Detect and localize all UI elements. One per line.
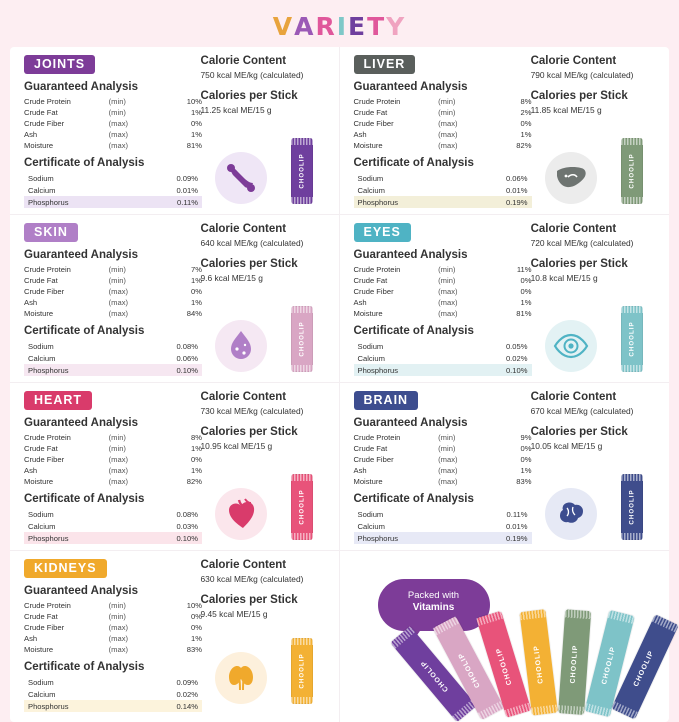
calories-per-stick-heading: Calories per Stick bbox=[200, 426, 298, 438]
table-row: Sodium 0.08% bbox=[28, 509, 198, 519]
calorie-column bbox=[525, 223, 659, 376]
stick-brand-label: CHOOLIP bbox=[533, 644, 545, 685]
calories-per-stick-heading: Calories per Stick bbox=[200, 258, 298, 270]
calorie-content-value: 640 kcal ME/kg (calculated) bbox=[200, 238, 304, 248]
table-row: Crude Fiber (max) 0% bbox=[24, 119, 202, 128]
calories-per-stick-value: 10.95 kcal ME/15 g bbox=[200, 441, 273, 451]
guaranteed-analysis-table bbox=[24, 96, 202, 151]
calories-per-stick-value: 11.85 kcal ME/15 g bbox=[530, 105, 602, 115]
table-row: Crude Fiber (max) 0% bbox=[24, 455, 202, 464]
table-row: Crude Protein (min) 8% bbox=[353, 97, 532, 106]
calorie-column bbox=[195, 391, 329, 544]
calorie-content-heading: Calorie Content bbox=[200, 223, 287, 235]
certificate-of-analysis-heading: Certificate of Analysis bbox=[24, 157, 145, 169]
stick-brand-label: CHOOLIP bbox=[569, 644, 580, 684]
table-row: Crude Fat (min) 0% bbox=[353, 444, 532, 453]
guaranteed-analysis-table bbox=[24, 264, 202, 319]
specs-column bbox=[24, 391, 202, 544]
table-row-highlight: Phosphorus 0.14% bbox=[24, 700, 202, 712]
calories-per-stick-heading: Calories per Stick bbox=[530, 426, 628, 438]
callout-line-1: Packed with bbox=[407, 590, 460, 601]
table-row: Moisture (max) 84% bbox=[24, 309, 202, 318]
product-panel-kidneys bbox=[10, 551, 340, 722]
product-name-badge: BRAIN bbox=[354, 391, 419, 410]
certificate-of-analysis-table bbox=[24, 340, 202, 376]
product-name-badge: HEART bbox=[24, 391, 92, 410]
guaranteed-analysis-heading: Guaranteed Analysis bbox=[24, 81, 138, 93]
product-panel-brain bbox=[340, 383, 670, 550]
skin-droplet-icon bbox=[215, 320, 267, 372]
calorie-content-value: 790 kcal ME/kg (calculated) bbox=[530, 70, 634, 80]
product-name-badge: EYES bbox=[354, 223, 411, 242]
stick-brand-label: CHOOLIP bbox=[298, 489, 305, 525]
product-stick-pack bbox=[621, 138, 643, 204]
table-row: Ash (max) 1% bbox=[24, 466, 202, 475]
heart-organ-icon bbox=[215, 488, 267, 540]
table-row: Crude Fat (min) 1% bbox=[24, 108, 202, 117]
certificate-of-analysis-heading: Certificate of Analysis bbox=[24, 661, 145, 673]
table-row: Sodium 0.06% bbox=[357, 173, 528, 183]
stick-brand-label: CHOOLIP bbox=[298, 321, 305, 357]
certificate-of-analysis-table bbox=[354, 508, 532, 544]
table-row: Ash (max) 1% bbox=[353, 130, 532, 139]
stick-brand-label: CHOOLIP bbox=[298, 153, 305, 189]
product-panel-heart bbox=[10, 383, 340, 550]
table-row: Crude Fat (min) 2% bbox=[353, 108, 532, 117]
product-row bbox=[10, 383, 669, 551]
title-letter: V bbox=[272, 12, 295, 41]
calories-per-stick-value: 10.05 kcal ME/15 g bbox=[530, 441, 603, 451]
table-row: Crude Protein (min) 9% bbox=[353, 433, 532, 442]
product-row bbox=[10, 551, 669, 722]
calories-per-stick-value: 9.45 kcal ME/15 g bbox=[200, 609, 268, 619]
table-row-highlight: Phosphorus 0.10% bbox=[24, 532, 202, 544]
calories-per-stick-value: 9.6 kcal ME/15 g bbox=[200, 273, 263, 283]
product-panel-skin bbox=[10, 215, 340, 382]
certificate-of-analysis-heading: Certificate of Analysis bbox=[24, 325, 145, 337]
title-letter: E bbox=[348, 12, 368, 41]
table-row: Calcium 0.02% bbox=[357, 353, 528, 363]
table-row: Crude Fiber (max) 0% bbox=[24, 623, 202, 632]
guaranteed-analysis-heading: Guaranteed Analysis bbox=[24, 417, 138, 429]
title-letter: R bbox=[315, 12, 337, 41]
guaranteed-analysis-heading: Guaranteed Analysis bbox=[353, 417, 468, 429]
table-row: Crude Protein (min) 7% bbox=[24, 265, 202, 274]
certificate-of-analysis-table bbox=[24, 508, 202, 544]
calorie-content-heading: Calorie Content bbox=[200, 391, 287, 403]
specs-column bbox=[24, 223, 202, 376]
guaranteed-analysis-table bbox=[354, 264, 532, 319]
table-row: Ash (max) 1% bbox=[24, 298, 202, 307]
page-title bbox=[10, 12, 669, 41]
eye-icon bbox=[545, 320, 597, 372]
table-row: Crude Protein (min) 10% bbox=[24, 97, 202, 106]
table-row: Calcium 0.06% bbox=[28, 353, 198, 363]
product-panel-liver bbox=[340, 47, 670, 214]
guaranteed-analysis-heading: Guaranteed Analysis bbox=[24, 585, 138, 597]
product-stick-pack bbox=[621, 306, 643, 372]
calorie-content-value: 750 kcal ME/kg (calculated) bbox=[200, 70, 304, 80]
certificate-of-analysis-table bbox=[24, 172, 202, 208]
product-row bbox=[10, 47, 669, 215]
stick-brand-label: CHOOLIP bbox=[457, 651, 482, 689]
callout-line-2: Vitamins bbox=[412, 601, 455, 613]
table-row: Crude Fiber (max) 0% bbox=[24, 287, 202, 296]
liver-organ-icon bbox=[545, 152, 597, 204]
stick-brand-label: CHOOLIP bbox=[628, 321, 636, 357]
calorie-column bbox=[525, 55, 659, 208]
table-row: Moisture (max) 82% bbox=[353, 141, 532, 150]
stick-brand-label: CHOOLIP bbox=[632, 649, 656, 688]
stick-brand-label: CHOOLIP bbox=[600, 645, 618, 686]
promo-panel bbox=[340, 551, 670, 722]
brain-icon bbox=[545, 488, 597, 540]
table-row: Sodium 0.09% bbox=[28, 173, 198, 183]
table-row: Sodium 0.11% bbox=[357, 509, 528, 519]
table-row: Ash (max) 1% bbox=[24, 130, 202, 139]
product-name-badge: LIVER bbox=[354, 55, 416, 74]
certificate-of-analysis-heading: Certificate of Analysis bbox=[353, 493, 474, 505]
table-row: Crude Protein (min) 8% bbox=[24, 433, 202, 442]
product-stick-pack bbox=[291, 306, 313, 372]
specs-column bbox=[24, 55, 202, 208]
certificate-of-analysis-table bbox=[354, 340, 532, 376]
product-name-badge: KIDNEYS bbox=[24, 559, 107, 578]
specs-column bbox=[353, 223, 532, 376]
table-row-highlight: Phosphorus 0.11% bbox=[24, 196, 202, 208]
stick-brand-label: CHOOLIP bbox=[628, 489, 636, 525]
calorie-content-value: 630 kcal ME/kg (calculated) bbox=[200, 574, 304, 584]
calories-per-stick-heading: Calories per Stick bbox=[530, 90, 628, 102]
table-row: Crude Fat (min) 1% bbox=[24, 444, 202, 453]
calorie-content-heading: Calorie Content bbox=[200, 55, 287, 67]
product-panel-joints bbox=[10, 47, 340, 214]
joints-bone-icon bbox=[215, 152, 267, 204]
calorie-content-heading: Calorie Content bbox=[530, 55, 617, 67]
guaranteed-analysis-table bbox=[354, 432, 532, 487]
calories-per-stick-heading: Calories per Stick bbox=[530, 258, 628, 270]
table-row: Ash (max) 1% bbox=[24, 634, 202, 643]
table-row: Calcium 0.01% bbox=[357, 185, 528, 195]
table-row: Calcium 0.01% bbox=[357, 521, 528, 531]
title-letter: T bbox=[367, 12, 387, 41]
calorie-column bbox=[195, 559, 329, 712]
calorie-content-value: 730 kcal ME/kg (calculated) bbox=[200, 406, 304, 416]
specs-column bbox=[353, 55, 532, 208]
table-row: Moisture (max) 81% bbox=[24, 141, 202, 150]
guaranteed-analysis-table bbox=[24, 432, 202, 487]
calorie-content-value: 720 kcal ME/kg (calculated) bbox=[530, 238, 634, 248]
table-row: Ash (max) 1% bbox=[353, 298, 532, 307]
product-stick-pack bbox=[291, 138, 313, 204]
guaranteed-analysis-table bbox=[24, 600, 202, 655]
table-row: Crude Fiber (max) 0% bbox=[353, 119, 532, 128]
product-panel-eyes bbox=[340, 215, 670, 382]
product-stick-pack bbox=[291, 474, 313, 540]
table-row: Crude Fat (min) 0% bbox=[353, 276, 532, 285]
table-row: Calcium 0.03% bbox=[28, 521, 198, 531]
spec-card bbox=[10, 47, 669, 722]
table-row: Crude Protein (min) 11% bbox=[353, 265, 532, 274]
calorie-content-heading: Calorie Content bbox=[200, 559, 287, 571]
table-row-highlight: Phosphorus 0.10% bbox=[24, 364, 202, 376]
table-row: Crude Fiber (max) 0% bbox=[353, 287, 532, 296]
table-row: Moisture (max) 83% bbox=[24, 645, 202, 654]
table-row-highlight: Phosphorus 0.19% bbox=[354, 532, 532, 544]
stick-brand-label: CHOOLIP bbox=[298, 653, 305, 689]
table-row: Moisture (max) 83% bbox=[353, 477, 532, 486]
table-row: Moisture (max) 82% bbox=[24, 477, 202, 486]
table-row: Sodium 0.08% bbox=[28, 341, 198, 351]
table-row: Calcium 0.02% bbox=[28, 689, 198, 699]
table-row: Sodium 0.05% bbox=[357, 341, 528, 351]
calorie-column bbox=[525, 391, 659, 544]
calorie-column bbox=[195, 223, 329, 376]
specs-column bbox=[353, 391, 532, 544]
table-row: Sodium 0.09% bbox=[28, 677, 198, 687]
calories-per-stick-heading: Calories per Stick bbox=[200, 594, 298, 606]
table-row-highlight: Phosphorus 0.10% bbox=[354, 364, 532, 376]
table-row: Calcium 0.01% bbox=[28, 185, 198, 195]
calorie-column bbox=[195, 55, 329, 208]
stick-brand-label: CHOOLIP bbox=[495, 646, 514, 686]
table-row-highlight: Phosphorus 0.19% bbox=[354, 196, 532, 208]
certificate-of-analysis-heading: Certificate of Analysis bbox=[353, 157, 474, 169]
title-letter: Y bbox=[386, 12, 407, 41]
table-row: Crude Protein (min) 10% bbox=[24, 601, 202, 610]
product-stick-pack bbox=[621, 474, 643, 540]
calories-per-stick-heading: Calories per Stick bbox=[200, 90, 298, 102]
guaranteed-analysis-heading: Guaranteed Analysis bbox=[353, 81, 468, 93]
table-row: Crude Fat (min) 0% bbox=[24, 612, 202, 621]
stick-brand-label: CHOOLIP bbox=[419, 658, 451, 693]
product-name-badge: JOINTS bbox=[24, 55, 95, 74]
calorie-content-value: 670 kcal ME/kg (calculated) bbox=[530, 406, 634, 416]
product-name-badge: SKIN bbox=[24, 223, 78, 242]
guaranteed-analysis-table bbox=[354, 96, 532, 151]
product-row bbox=[10, 215, 669, 383]
stick-brand-label: CHOOLIP bbox=[628, 153, 636, 189]
guaranteed-analysis-heading: Guaranteed Analysis bbox=[24, 249, 138, 261]
table-row: Ash (max) 1% bbox=[353, 466, 532, 475]
table-row: Crude Fat (min) 1% bbox=[24, 276, 202, 285]
kidneys-icon bbox=[215, 652, 267, 704]
title-letter: A bbox=[294, 12, 316, 41]
calories-per-stick-value: 10.8 kcal ME/15 g bbox=[530, 273, 598, 283]
title-letter: I bbox=[336, 12, 349, 41]
certificate-of-analysis-heading: Certificate of Analysis bbox=[24, 493, 145, 505]
certificate-of-analysis-table bbox=[24, 676, 202, 712]
certificate-of-analysis-table bbox=[354, 172, 532, 208]
certificate-of-analysis-heading: Certificate of Analysis bbox=[353, 325, 474, 337]
specs-column bbox=[24, 559, 202, 712]
calorie-content-heading: Calorie Content bbox=[530, 391, 617, 403]
table-row: Crude Fiber (max) 0% bbox=[353, 455, 532, 464]
guaranteed-analysis-heading: Guaranteed Analysis bbox=[353, 249, 468, 261]
calories-per-stick-value: 11.25 kcal ME/15 g bbox=[200, 105, 272, 115]
calorie-content-heading: Calorie Content bbox=[530, 223, 617, 235]
table-row: Moisture (max) 81% bbox=[353, 309, 532, 318]
product-stick-pack bbox=[291, 638, 313, 704]
